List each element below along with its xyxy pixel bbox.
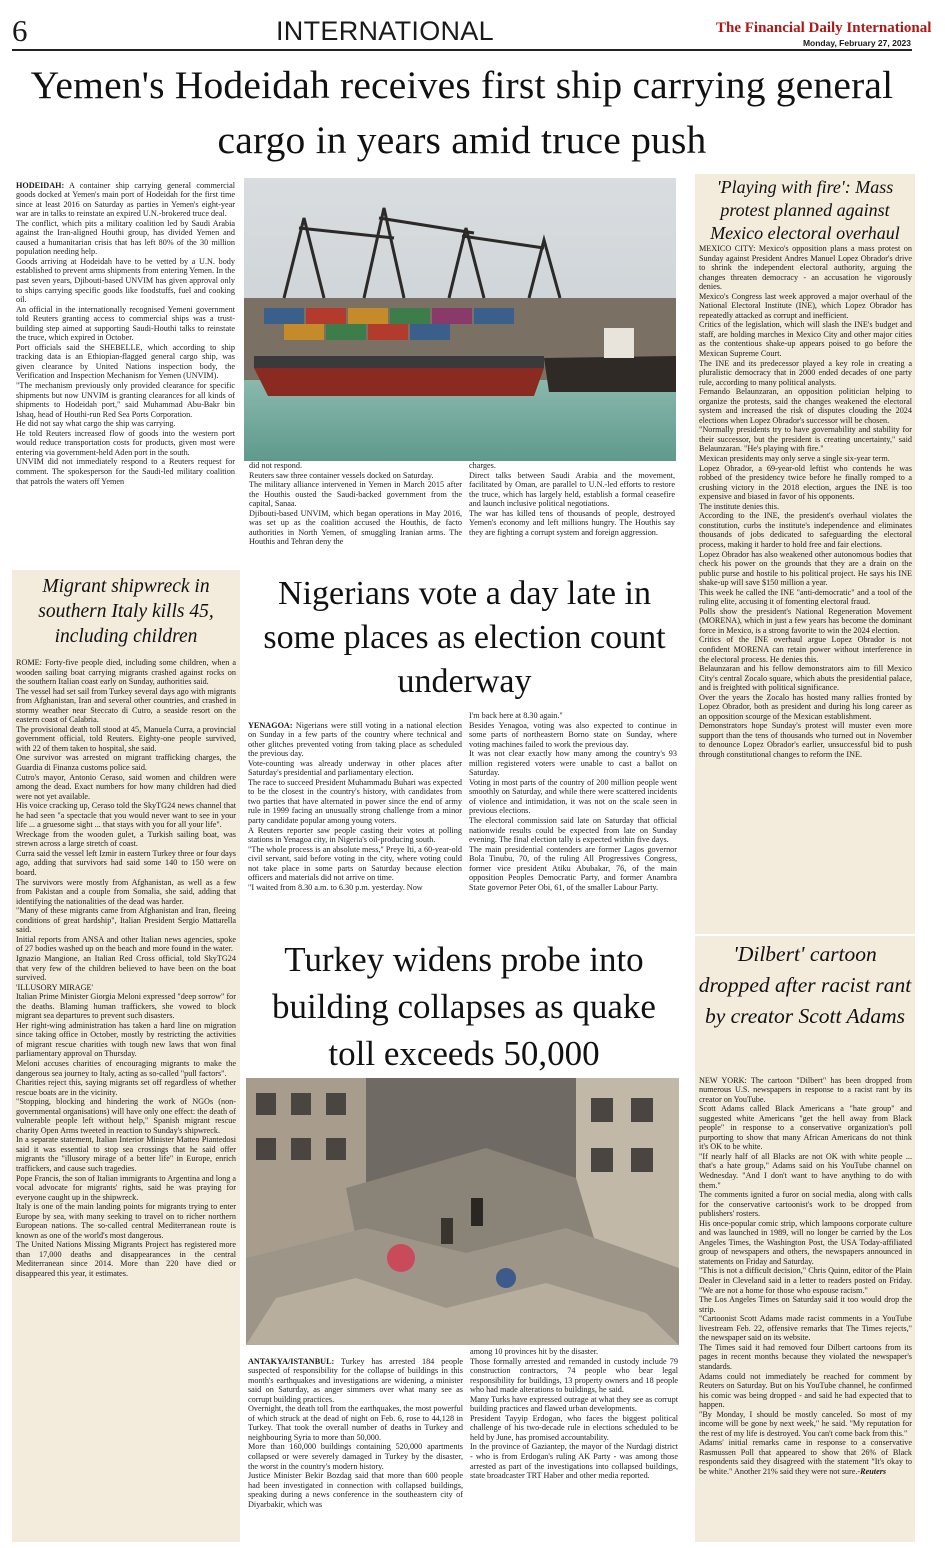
section-title: INTERNATIONAL: [276, 16, 494, 46]
nigeria-body-col1: [248, 711, 462, 937]
nigeria-body-col2: I'm back here at 8.30 again." Besides Yenagoa, voting was also expected to continue in some parts of northeastern Borno state on Sunday, where voting machines failed to work the previous day. It was not clear exactly how many among the country's 93 million registered voters were unable to cast a ballot on Saturday. Voting in most parts of the country of 200 million people went smoothly on Saturday, and while there were scattered incidents of violence and intimidation, it was not on the scale seen in previous elections. The electoral commission said late on Saturday that official nationwide results could be expected from late on Sunday evening. The final election tally is expected within five days. The main presidential contenders are former Lagos governor Bola Tinubu, 70, of the ruling All Progressives Congress, former vice president Atiku Abubakar, 76, of the main opposition Peoples Democratic Party, and former Anambra State governor Peter Obi, 61, of the smaller Labour Party.: [469, 711, 677, 892]
yemen-headline: Yemen's Hodeidah receives first ship carrying general cargo in years amid truce push: [30, 63, 894, 162]
nigeria-dateline: YENAGOA:: [248, 720, 293, 730]
yemen-body-col1: [16, 171, 235, 567]
cargo-port-photo: [244, 178, 676, 461]
masthead-rule: [12, 49, 912, 51]
turkey-body-col1: [248, 1347, 463, 1542]
turkey-body-col2: among 10 provinces hit by the disaster. Those formally arrested and remanded in custody include 79 construction contractors, 74 people who bear legal responsibility for buildings, 13 property owners and 18 people who had made alterations to buildings, he said. Many Turks have expressed outrage at what they see as corrupt building practices and flawed urban developments. President Tayyip Erdogan, who faces the biggest political challenge of his two-decade rule in elections scheduled to be held by June, has promised accountability. In the province of Gaziantep, the mayor of the Nurdagi district - who is from Erdogan's ruling AK Party - was among those arrested as part of the investigations into collapsed buildings, state broadcaster TRT Haber and other media reported.: [470, 1347, 678, 1481]
yemen-body-text-1: A container ship carrying general commercial goods docked at Yemen's main port of Hodeidah for the first time since at least 2016 on Saturday as parties in Yemen's eight-year war are in talks to reinstate an expired U.N.-brokered truce deal. The conflict, which pits a military coalition led by Saudi Arabia against the Iran-aligned Houthi group, has divided Yemen and caused a humanitarian crisis that has left 80% of the 30 million population needing help. Goods arriving at Hodeidah have to be vetted by a U.N. body established to prevent arms shipments from entering Yemen. In the past seven years, Djibouti-based UNVIM has given approval only to ships carrying specific goods like foodstuffs, fuel and cooking oil. An official in the internationally recognised Yemeni government told Reuters granting access to commercial ships was a trust-building step aimed at supporting Saudi-Houthi talks to reinstate the truce, which expired in October. Port officials said the SHEBELLE, which according to ship tracking data is an Ethiopian-flagged general cargo ship, was given clearance by United Nations inspection body, the Verification and Inspection Mechanism for Yemen (UNVIM). "The mechanism previously only provided clearance for specific shipments but now UNVIM is granting clearances for all kinds of shipments to Hodeidah port," said Muhammad Abu-Bakr bin Ishaq, head of Houthi-run Red Sea Ports Corporation. He did not say what cargo the ship was carrying. He told Reuters increased flow of goods into the western port would reduce transportation costs for products, given most were entering via government-held Aden port in the south. UNVIM did not immediately respond to a Reuters request for comment. The spokesperson for the Saudi-led military coalition that patrols the waters off Yemen: [16, 180, 235, 486]
page-number: 6: [12, 13, 28, 48]
rubble-image: [246, 1078, 679, 1345]
dilbert-signoff: Reuters: [860, 1466, 887, 1476]
paper-name: The Financial Daily International: [716, 20, 932, 36]
cargo-ship-image: [244, 178, 676, 461]
turkey-body-text-1: Turkey has arrested 184 people suspected of responsibility for the collapse of buildings in this month's earthquakes and investigations are widening, a minister said on Saturday, as anger simmers over what many see as corrupt building practices. Overnight, the death toll from the earthquakes, the most powerful of which struck at the dead of night on Feb. 6, rose to 44,128 in Turkey. That took the overall number of deaths in Turkey and neighbouring Syria to more than 50,000. More than 160,000 buildings containing 520,000 apartments collapsed or were severely damaged in Turkey by the disaster, the worst in the country's modern history. Justice Minister Bekir Bozdag said that more than 600 people had been investigated in connection with collapsed buildings, speaking during a news conference in the southeastern city of Diyarbakir, which was: [248, 1356, 463, 1509]
turkey-dateline: ANTAKYA/ISTANBUL:: [248, 1356, 335, 1366]
mexico-body: MEXICO CITY: Mexico's opposition plans a mass protest on Sunday against President Andres Manuel Lopez Obrador's drive to shrink the independent electoral authority, arguing the changes threaten democracy - an accusation he vigorously denies. Mexico's Congress last week approved a major overhaul of the National Electoral Institute (INE), which Lopez Obrador has repeatedly attacked as corrupt and inefficient. Critics of the legislation, which will slash the INE's budget and staff, are holding marches in Mexico City and other major cities as the contentious shake-up appears poised to go before the Mexican Supreme Court. The INE and its predecessor played a key role in creating a pluralistic democracy that in 2000 ended decades of one party rule, according to many political analysts. Fernando Belaunzaran, an opposition politician helping to organize the protests, said the changes weakened the electoral system and increased the risk of disputes clouding the 2024 elections when Lopez Obrador's successor will be chosen. "Normally presidents try to have governability and stability for their successor, but the president is creating uncertainty," said Belaunzaran. "He's playing with fire." Mexican presidents may only serve a single six-year term. Lopez Obrador, a 69-year-old leftist who contends he was robbed of the presidency twice before he finally romped to a crushing victory in the 2018 election, argues the INE is too expensive and biased in favor of his opponents. The institute denies this. According to the INE, the president's overhaul violates the constitution, curbs the institute's independence and eliminates thousands of jobs dedicated to safeguarding the electoral process, making it harder to hold free and fair elections. Lopez Obrador has also weakened other autonomous bodies that check his power on the grounds that they are a drain on the public purse and hostile to his political project. He says his INE shake-up will save $150 million a year. This week he called the INE "anti-democratic" and a tool of the ruling elite, accusing it of fomenting electoral fraud. Polls show the president's National Regeneration Movement (MORENA), which in just a few years has become the dominant force in Mexico, is a strong favorite to win the 2024 election. Critics of the INE overhaul argue Lopez Obrador is not confident MORENA can retain power without interference in the electoral process. He denies this. Belaunzaran and his fellow demonstrators aim to fill Mexico City's central Zocalo square, which abuts the presidential palace, and is freighted with political significance. Over the years the Zocalo has hosted many rallies fronted by Lopez Obrador, both as president and during his long career as an opposition scourge of the Mexican establishment. Demonstrators hope Sunday's protest will muster even more support than the tens of thousands who turned out in November to denounce Lopez Obrador's earlier, unsuccessful bid to push through constitutional changes to reform the INE.: [699, 244, 912, 759]
nigeria-body-text-1: Nigerians were still voting in a national election on Sunday in a few parts of the country where technical and other glitches prevented voting from taking place as scheduled the previous day. Vote-counting was already underway in other places after Saturday's presidential and parliamentary election. The race to succeed President Muhammadu Buhari was expected to be the closest in the country's history, with candidates from two parties that have alternated in power since the end of army rule in 1999 facing an unusually strong challenge from a minor party candidate popular among young voters. A Reuters reporter saw people casting their votes at polling stations in Yenagoa city, in Nigeria's oil-producing south. "The whole process is an absolute mess," Preye Iti, a 60-year-old civil servant, said before voting in the city, where voting could not take place in some parts on Saturday because election officers and materials did not arrive on time. "I waited from 8.30 a.m. to 6.30 p.m. yesterday. Now: [248, 720, 462, 892]
mexico-headline: 'Playing with fire': Mass protest planned against Mexico electoral overhaul: [710, 177, 900, 243]
italy-headline: Migrant shipwreck in southern Italy kills 45, including children: [38, 576, 214, 647]
turkey-headline: Turkey widens probe into building collapses as quake toll exceeds 50,000: [272, 940, 656, 1073]
italy-body: ROME: Forty-five people died, including some children, when a wooden sailing boat carrying migrants crashed against rocks on the southern Italian coast early on Sunday, authorities said. The vessel had set sail from Turkey several days ago with migrants from Afghanistan, Iran and several other countries, and crashed in stormy weather near Steccato di Cutro, a seaside resort on the eastern coast of Calabria. The provisional death toll stood at 45, Manuela Curra, a provincial government official, told Reuters. Eighty-one people survived, with 22 of them taken to hospital, she said. One survivor was arrested on migrant trafficking charges, the Guardia di Finanza customs police said. Cutro's mayor, Antonio Ceraso, said women and children were among the dead. Exact numbers for how many children had died were not yet available. His voice cracking up, Ceraso told the SkyTG24 news channel that he had seen "a spectacle that you would never want to see in your life ... a gruesome sight ... that stays with you for all your life". Wreckage from the wooden gulet, a Turkish sailing boat, was strewn across a large stretch of coast. Curra said the vessel left Izmir in eastern Turkey three or four days ago, adding that survivors had said some 140 to 150 were on board. The survivors were mostly from Afghanistan, as well as a few from Pakistan and a couple from Somalia, she said, adding that identifying the nationalities of the dead was harder. "Many of these migrants came from Afghanistan and Iran, fleeing conditions of great hardship", Italian President Sergio Mattarella said. Initial reports from ANSA and other Italian news agencies, spoke of 27 bodies washed up on the beach and more found in the water. Ignazio Mangione, an Italian Red Cross official, told SkyTG24 that very few of the children believed to have been on the boat survived. 'ILLUSORY MIRAGE' Italian Prime Minister Giorgia Meloni expressed "deep sorrow" for the deaths. Blaming human traffickers, she vowed to block migrant sea departures to prevent such disasters. Her right-wing administration has taken a hard line on migration since taking office in October, mostly by restricting the activities of migrant rescue charities with tough new laws that won final parliamentary approval on Thursday. Meloni accuses charities of encouraging migrants to make the dangerous sea journey to Italy, acting as so-called "pull factors". Charities reject this, saying migrants set off regardless of whether rescue boats are in the vicinity. "Stopping, blocking and hindering the work of NGOs (non-governmental organisations) will have only one effect: the death of vulnerable people left without help," Spanish migrant rescue charity Open Arms tweeted in reaction to Sunday's shipwreck. In a separate statement, Italian Interior Minister Matteo Piantedosi said it was essential to stop sea crossings that he said offer migrants the "illusory mirage of a better life" in Europe, enrich traffickers, and cause such tragedies. Pope Francis, the son of Italian immigrants to Argentina and long a vocal advocate for migrants' rights, said he was praying for everyone caught up in the shipwreck. Italy is one of the main landing points for migrants trying to enter Europe by sea, with many seeking to travel on to richer northern European nations. The so-called central Mediterranean route is known as one of the world's most dangerous. The United Nations Missing Migrants Project has registered more than 17,000 deaths and disappearances in the central Mediterranean since 2014. More than 220 have died or disappeared this year, it estimates.: [16, 658, 236, 1278]
yemen-body-col3: charges. Direct talks between Saudi Arabia and the movement, facilitated by Oman, are parallel to U.N.-led efforts to restore the truce, which has largely held, establish a formal ceasefire and launch inclusive political negotiations. The war has killed tens of thousands of people, destroyed Yemen's economy and left millions hungry. The Houthis say they are fighting a corrupt system and foreign aggression.: [469, 461, 675, 537]
yemen-body-col2: did not respond. Reuters saw three container vessels docked on Saturday. The military alliance intervened in Yemen in March 2015 after the Houthis ousted the Saudi-backed government from the capital, Sanaa. Djibouti-based UNVIM, which began operations in May 2016, was set up as the coalition accused the Houthis, de facto authorities in North Yemen, of smuggling Iranian arms. The Houthis and Tehran deny the: [249, 461, 462, 547]
collapsed-building-photo: [246, 1078, 679, 1345]
yemen-dateline: HODEIDAH:: [16, 180, 65, 190]
nigeria-headline: Nigerians vote a day late in some places as election count underway: [263, 575, 666, 700]
dilbert-headline: 'Dilbert' cartoon dropped after racist rant by creator Scott Adams: [698, 942, 912, 1028]
dilbert-body: [699, 1066, 912, 1542]
dilbert-body-text: NEW YORK: The cartoon "Dilbert" has been dropped from numerous U.S. newspapers in response to a racist rant by its creator on YouTube. Scott Adams called Black Americans a "hate group" and suggested white Americans "get the hell away from Black people" in response to a conservative organization's poll purporting to show that many African Americans do not think it's OK to be white. "If nearly half of all Blacks are not OK with white people ... that's a hate group," Adams said on his YouTube channel on Wednesday. "And I don't want to have anything to do with them." The comments ignited a furor on social media, along with calls for the conservative cartoonist's work to be dropped from publishers' rosters. His once-popular comic strip, which lampoons corporate culture and was launched in 1989, will no longer be carried by the Los Angeles Times, the Washington Post, the USA Today-affiliated group of newspapers and others, the newspapers announced in statements on Friday and Saturday. "This is not a difficult decision," Chris Quinn, editor of the Plain Dealer in Cleveland said in a letter to readers posted on Friday. "We are not a home for those who espouse racism." The Los Angeles Times on Saturday said it too would drop the strip. "Cartoonist Scott Adams made racist comments in a YouTube livestream Feb. 22, offensive remarks that The Times rejects," the newspaper said on its website. The Times said it had removed four Dilbert cartoons from its pages in recent months because they violated the newspaper's standards. Adams could not immediately be reached for comment by Reuters on Saturday. But on his YouTube channel, he confirmed his comic was being dropped - and said he had expected that to happen. "By Monday, I should be mostly canceled. So most of my income will be gone by next week," he said. "My reputation for the rest of my life is destroyed. You can't come back from this." Adams' initial remarks came in response to a conservative Rasmussen Poll that appeared to show that 26% of Black respondents said they disagreed with the statement "It's okay to be white." Another 21% said they were not sure.-: [699, 1075, 912, 1476]
issue-date: Monday, February 27, 2023: [802, 38, 911, 48]
